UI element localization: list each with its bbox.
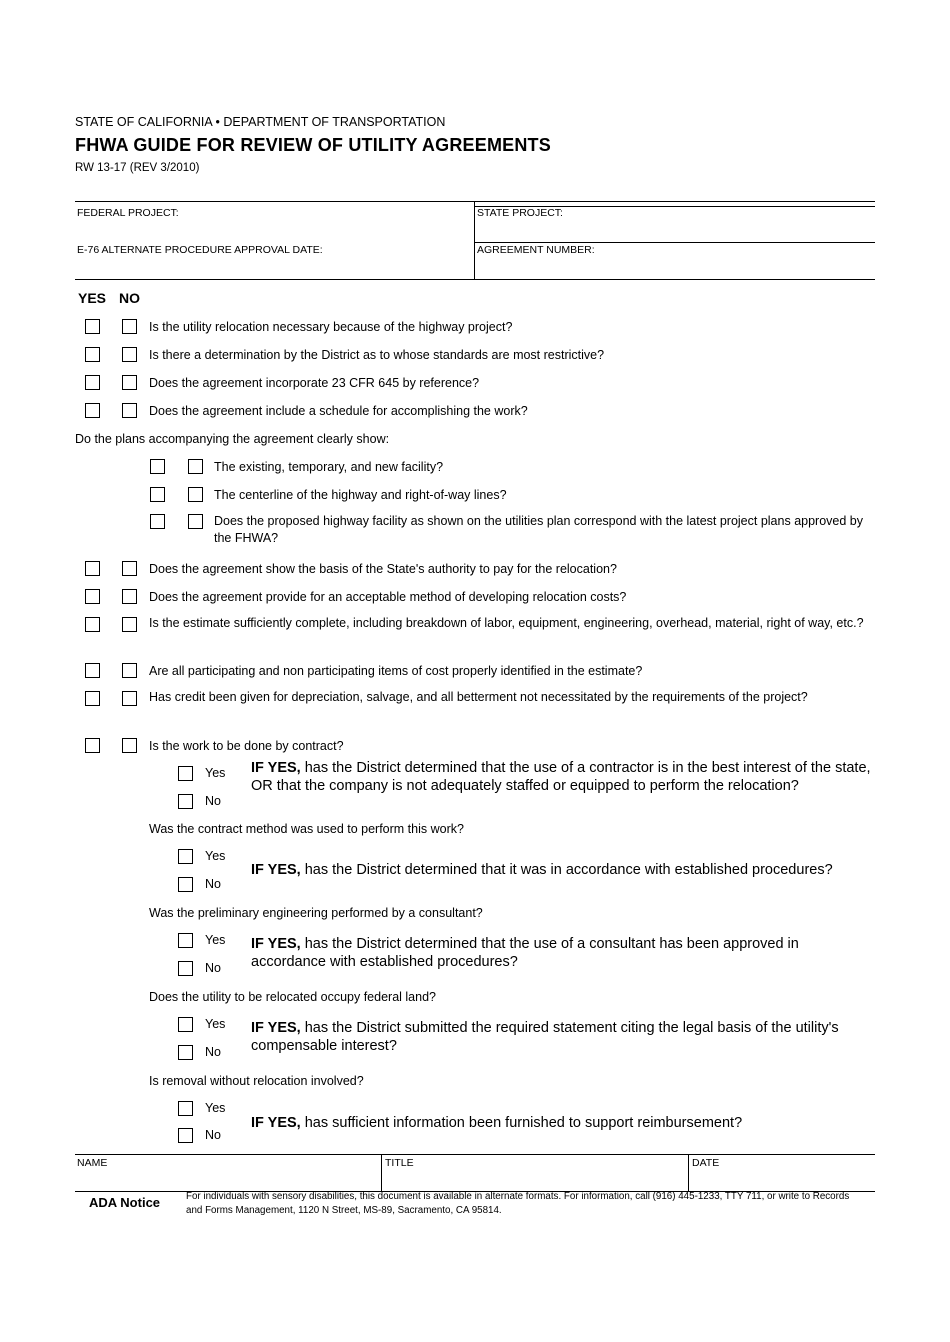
q8-yes-checkbox[interactable] xyxy=(85,663,100,678)
signature-divider-1 xyxy=(381,1154,382,1191)
if-yes-label: IF YES, xyxy=(251,936,301,952)
q7-no-checkbox[interactable] xyxy=(122,617,137,632)
date-field[interactable]: DATE xyxy=(692,1157,720,1169)
signature-top-border xyxy=(75,1154,875,1155)
agreement-number-field[interactable]: AGREEMENT NUMBER: xyxy=(477,244,595,256)
followup-2-question: Was the contract method was used to perform this work? xyxy=(149,822,464,836)
followup-2-text: IF YES, has the District determined that it was in accordance with established procedures? xyxy=(251,862,833,878)
ada-notice-text: For individuals with sensory disabilities, this document is available in alternate formats. For information, call (916) 445-1233, TTY 711, or write to Records and Forms Management, 1120 N Street, MS-89, Sacramento, CA 95814. xyxy=(186,1191,850,1216)
question-5: Does the agreement show the basis of the State's authority to pay for the relocation? xyxy=(149,562,617,576)
f5-no-label: No xyxy=(205,1128,221,1142)
plan3-no-checkbox[interactable] xyxy=(188,514,203,529)
state-project-field[interactable]: STATE PROJECT: xyxy=(477,207,563,219)
question-1: Is the utility relocation necessary because of the highway project? xyxy=(149,320,513,334)
plan-item-3: Does the proposed highway facility as shown on the utilities plan correspond with the latest project plans approved by the FHWA? xyxy=(214,514,863,545)
field-table-bottom-border xyxy=(75,279,875,280)
q3-yes-checkbox[interactable] xyxy=(85,375,100,390)
question-9: Has credit been given for depreciation, salvage, and all betterment not necessitated by the requirements of the project? xyxy=(149,690,808,704)
q1-no-checkbox[interactable] xyxy=(122,319,137,334)
field-table-mid-border xyxy=(475,242,875,243)
plan1-yes-checkbox[interactable] xyxy=(150,459,165,474)
if-yes-label: IF YES, xyxy=(251,760,301,776)
followup-4-question: Does the utility to be relocated occupy federal land? xyxy=(149,990,436,1004)
question-10: Is the work to be done by contract? xyxy=(149,739,344,753)
f2-yes-checkbox[interactable] xyxy=(178,849,193,864)
form-number: RW 13-17 (REV 3/2010) xyxy=(75,162,200,174)
q6-yes-checkbox[interactable] xyxy=(85,589,100,604)
f4-yes-checkbox[interactable] xyxy=(178,1017,193,1032)
federal-project-field[interactable]: FEDERAL PROJECT: xyxy=(77,207,179,219)
q10-no-checkbox[interactable] xyxy=(122,738,137,753)
plan2-yes-checkbox[interactable] xyxy=(150,487,165,502)
agency-line: STATE OF CALIFORNIA • DEPARTMENT OF TRANSPORTATION xyxy=(75,115,446,129)
followup-4-text: IF YES, has the District submitted the required statement citing the legal basis of the utility's compensable interest? xyxy=(251,1020,839,1054)
q5-no-checkbox[interactable] xyxy=(122,561,137,576)
f1-no-checkbox[interactable] xyxy=(178,794,193,809)
q3-no-checkbox[interactable] xyxy=(122,375,137,390)
plans-intro: Do the plans accompanying the agreement clearly show: xyxy=(75,432,390,446)
f5-yes-label: Yes xyxy=(205,1101,226,1115)
f3-no-label: No xyxy=(205,961,221,975)
question-3: Does the agreement incorporate 23 CFR 645 by reference? xyxy=(149,376,480,390)
f5-yes-checkbox[interactable] xyxy=(178,1101,193,1116)
q8-no-checkbox[interactable] xyxy=(122,663,137,678)
f2-no-label: No xyxy=(205,877,221,891)
plan3-yes-checkbox[interactable] xyxy=(150,514,165,529)
q7-yes-checkbox[interactable] xyxy=(85,617,100,632)
f5-no-checkbox[interactable] xyxy=(178,1128,193,1143)
if-yes-label: IF YES, xyxy=(251,1115,301,1131)
title-field[interactable]: TITLE xyxy=(385,1157,414,1169)
f2-yes-label: Yes xyxy=(205,849,226,863)
followup-1-text: IF YES, has the District determined that the use of a contractor is in the best interest of the state, OR that the company is not adequately staffed or equipped to perform the relocation? xyxy=(251,760,871,794)
q2-yes-checkbox[interactable] xyxy=(85,347,100,362)
q1-yes-checkbox[interactable] xyxy=(85,319,100,334)
f1-yes-checkbox[interactable] xyxy=(178,766,193,781)
field-table-divider xyxy=(474,201,475,279)
question-4: Does the agreement include a schedule for accomplishing the work? xyxy=(149,404,528,418)
question-6: Does the agreement provide for an acceptable method of developing relocation costs? xyxy=(149,590,627,604)
signature-divider-2 xyxy=(688,1154,689,1191)
q9-yes-checkbox[interactable] xyxy=(85,691,100,706)
form-title: FHWA GUIDE FOR REVIEW OF UTILITY AGREEMENTS xyxy=(75,135,551,155)
if-yes-label: IF YES, xyxy=(251,1020,301,1036)
plan2-no-checkbox[interactable] xyxy=(188,487,203,502)
q6-no-checkbox[interactable] xyxy=(122,589,137,604)
q4-yes-checkbox[interactable] xyxy=(85,403,100,418)
f4-no-checkbox[interactable] xyxy=(178,1045,193,1060)
plan-item-2: The centerline of the highway and right-of-way lines? xyxy=(214,488,507,502)
if-yes-label: IF YES, xyxy=(251,862,301,878)
f1-yes-label: Yes xyxy=(205,766,226,780)
f4-no-label: No xyxy=(205,1045,221,1059)
question-2: Is there a determination by the District as to whose standards are most restrictive? xyxy=(149,348,605,362)
plan-item-1: The existing, temporary, and new facility? xyxy=(214,460,444,474)
question-7: Is the estimate sufficiently complete, including breakdown of labor, equipment, engineering, overhead, material, right of way, etc.? xyxy=(149,616,864,630)
f1-no-label: No xyxy=(205,794,221,808)
q9-no-checkbox[interactable] xyxy=(122,691,137,706)
followup-3-text: IF YES, has the District determined that the use of a consultant has been approved in accordance with established procedures? xyxy=(251,936,799,970)
name-field[interactable]: NAME xyxy=(77,1157,108,1169)
followup-5-text: IF YES, has sufficient information been furnished to support reimbursement? xyxy=(251,1115,743,1131)
plan1-no-checkbox[interactable] xyxy=(188,459,203,474)
q10-yes-checkbox[interactable] xyxy=(85,738,100,753)
no-column-header: NO xyxy=(119,290,140,306)
f3-yes-label: Yes xyxy=(205,933,226,947)
f3-yes-checkbox[interactable] xyxy=(178,933,193,948)
f4-yes-label: Yes xyxy=(205,1017,226,1031)
f2-no-checkbox[interactable] xyxy=(178,877,193,892)
e76-approval-date-field[interactable]: E-76 ALTERNATE PROCEDURE APPROVAL DATE: xyxy=(77,244,323,256)
q4-no-checkbox[interactable] xyxy=(122,403,137,418)
yes-column-header: YES xyxy=(78,290,107,306)
question-8: Are all participating and non participating items of cost properly identified in the estimate? xyxy=(149,664,643,678)
followup-3-question: Was the preliminary engineering performed by a consultant? xyxy=(149,906,483,920)
q5-yes-checkbox[interactable] xyxy=(85,561,100,576)
followup-5-question: Is removal without relocation involved? xyxy=(149,1074,364,1088)
f3-no-checkbox[interactable] xyxy=(178,961,193,976)
ada-notice-title: ADA Notice xyxy=(89,1195,161,1210)
q2-no-checkbox[interactable] xyxy=(122,347,137,362)
field-table-top-border xyxy=(75,201,875,202)
